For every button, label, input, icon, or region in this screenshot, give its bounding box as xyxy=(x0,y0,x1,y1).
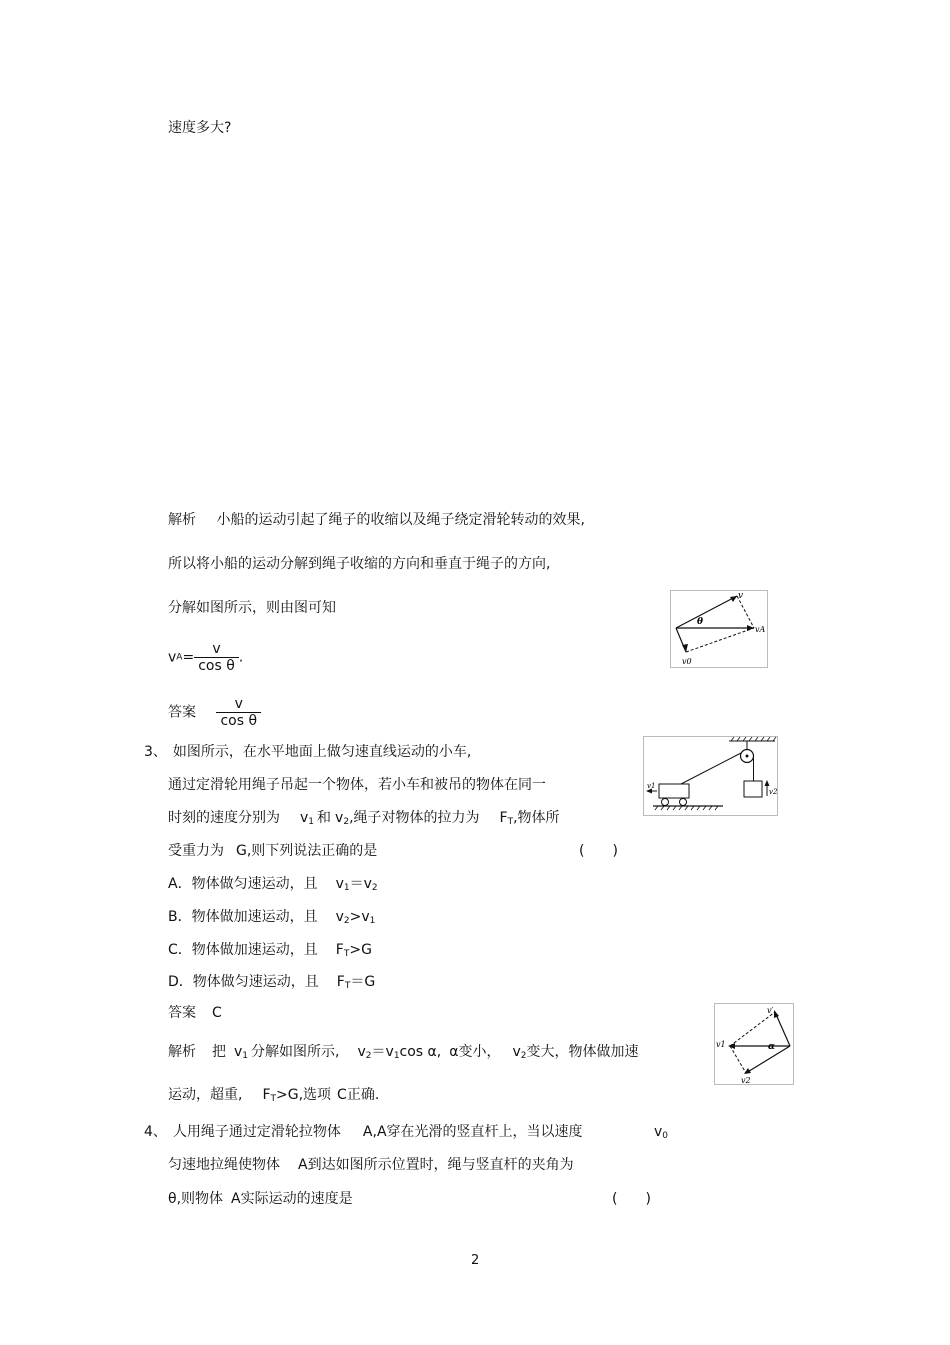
q3-option-b xyxy=(168,907,375,931)
q3-option-c-FT: F xyxy=(335,942,344,958)
q3-analysis-label: 解析 xyxy=(168,1044,196,1060)
q2-analysis-line1 xyxy=(168,510,585,530)
q2-analysis-label: 解析 xyxy=(168,512,196,528)
q3-option-a-v1: v xyxy=(335,876,344,892)
q3-fig-cart xyxy=(659,784,689,798)
q3-option-b-text: B．物体做加速运动，且 xyxy=(168,909,318,925)
q2-answer-den: cos θ xyxy=(220,713,258,729)
q2-fig-label-vA: vA xyxy=(755,625,766,634)
q3-analysis-line2 xyxy=(168,1085,379,1109)
top-text: 速度多大? xyxy=(168,120,232,136)
q3-number: 3、 xyxy=(144,744,167,760)
q2-answer xyxy=(168,696,261,729)
q3-fig-v2-arrowhead xyxy=(765,780,770,786)
q4-line2-b: A到达如图所示位置时，绳与竖直杆的夹角为 xyxy=(298,1157,574,1173)
q3-an-v2b-sub: 2 xyxy=(520,1051,527,1061)
q3-line1 xyxy=(144,742,471,762)
q3-fig-rope-slanted xyxy=(681,753,741,784)
q3-line3-v2-sub: 2 xyxy=(343,817,350,827)
q3-an-a: 把 xyxy=(212,1044,226,1060)
q3-an-v2: v xyxy=(357,1044,366,1060)
q3-fig-wheel-right xyxy=(680,799,687,806)
q4-v0: v xyxy=(654,1124,663,1140)
q2-fig-label-v0: v0 xyxy=(682,657,692,666)
q2-formula-eq: = xyxy=(182,649,195,666)
q3-fig-pulley-axle xyxy=(746,755,749,758)
q3-line3-v1: v xyxy=(300,810,309,826)
q2-answer-fraction xyxy=(216,696,261,729)
q3-line3-FT: F xyxy=(499,810,508,826)
q3-fig2-vp-arrow xyxy=(775,1012,790,1046)
q3-line3-e: ,绳子对物体的拉力为 xyxy=(349,810,480,826)
q2-fig-label-theta: θ xyxy=(697,617,704,627)
q4-bracket: ( ) xyxy=(612,1191,651,1207)
q4-v0-sub: 0 xyxy=(662,1131,669,1141)
q3-analysis-line1 xyxy=(168,1042,639,1066)
q2-velocity-diagram xyxy=(670,590,768,668)
q4-line3-a: θ,则物体 xyxy=(168,1191,224,1207)
q2-fig-dash2 xyxy=(686,628,754,652)
q2-formula xyxy=(168,641,243,674)
q3-fig2-vp-arrowhead xyxy=(774,1010,779,1018)
q3-line4 xyxy=(168,841,377,861)
page-number: 2 xyxy=(471,1253,480,1268)
q4-number: 4、 xyxy=(144,1124,167,1140)
q3-an2-a: 运动，超重, xyxy=(168,1087,243,1103)
q2-formula-end: . xyxy=(238,649,244,666)
q3-line3-v1-sub: 1 xyxy=(308,817,315,827)
q2-formula-lhs: v xyxy=(168,649,177,666)
q3-line2: 通过定滑轮用绳子吊起一个物体，若小车和被吊的物体在同一 xyxy=(168,777,546,793)
q3-option-c-text: C．物体做加速运动，且 xyxy=(168,942,318,958)
q3-option-b-v2-sub: 2 xyxy=(343,916,350,926)
q3-fig2-frame xyxy=(715,1004,794,1085)
q3-line3-v2: v xyxy=(335,810,344,826)
q3-option-c-FT-sub: T xyxy=(343,949,350,959)
q3-option-b-v2: v xyxy=(335,909,344,925)
q3-option-b-rel: >v xyxy=(349,909,370,925)
q4-line1-a: 人用绳子通过定滑轮拉物体 xyxy=(172,1124,341,1140)
q2-formula-num: v xyxy=(194,641,239,658)
q3-line3-and: 和 xyxy=(317,810,332,826)
q3-cart-pulley-diagram xyxy=(643,736,778,816)
q3-option-d-text: D．物体做匀速运动，且 xyxy=(168,974,319,990)
q3-an-c: 分解如图所示, xyxy=(251,1044,340,1060)
q2-formula-den: cos θ xyxy=(198,658,235,674)
q3-fig-wheel-left xyxy=(662,799,669,806)
q3-fig-block xyxy=(744,781,762,797)
q3-an-eq-sub: 1 xyxy=(393,1051,400,1061)
q2-analysis-text1: 小船的运动引起了绳子的收缩以及绳子绕定滑轮转动的效果, xyxy=(216,512,585,528)
q3-fig2-dash2 xyxy=(730,1046,746,1073)
q3-line1-text: 如图所示，在水平地面上做匀速直线运动的小车, xyxy=(172,744,472,760)
q3-option-a-text: A．物体做匀速运动，且 xyxy=(168,876,318,892)
q3-fig2-label-vp: v′ xyxy=(767,1006,774,1015)
q2-formula-fraction xyxy=(194,641,239,674)
q3-decomposition-diagram xyxy=(714,1003,794,1085)
q3-an2-FT-sub: T xyxy=(270,1094,277,1104)
q3-fig-ceiling-hatch xyxy=(731,737,776,741)
q3-option-c xyxy=(168,940,372,964)
q2-fig-frame xyxy=(671,591,768,668)
q2-answer-num: v xyxy=(216,696,261,713)
q3-option-a xyxy=(168,874,378,898)
q4-line3 xyxy=(168,1189,353,1209)
q3-option-b-v1-sub: 1 xyxy=(369,916,376,926)
q3-bracket: ( ) xyxy=(579,843,618,859)
q3-an2-d: C正确. xyxy=(337,1087,380,1103)
q3-answer-label: 答案 xyxy=(168,1005,196,1021)
q3-line4-b: G,则下列说法正确的是 xyxy=(236,843,378,859)
q3-option-d-FT: F xyxy=(336,974,345,990)
q3-line3 xyxy=(168,808,560,832)
q4-line2 xyxy=(168,1155,574,1175)
q3-line3-g: ,物体所 xyxy=(513,810,560,826)
q3-an2-FT: F xyxy=(262,1087,271,1103)
q3-fig2-label-v2: v2 xyxy=(741,1076,751,1085)
q3-option-d xyxy=(168,972,375,996)
q3-line4-a: 受重力为 xyxy=(168,843,224,859)
q3-option-a-v1-sub: 1 xyxy=(343,883,350,893)
q3-answer-value: C xyxy=(212,1005,222,1021)
q3-an-v2b: v xyxy=(512,1044,521,1060)
q2-formula-lhs-sub: A xyxy=(176,652,183,663)
q3-an-v1: v xyxy=(234,1044,243,1060)
q2-fig-label-v: v xyxy=(738,591,744,601)
q3-line3-a: 时刻的速度分别为 xyxy=(168,810,280,826)
q4-line1-v0 xyxy=(654,1122,668,1146)
q4-line1-b: A,A穿在光滑的竖直杆上，当以速度 xyxy=(362,1124,583,1140)
q3-option-a-v2-sub: 2 xyxy=(371,883,378,893)
q3-option-a-rel: ＝v xyxy=(349,876,372,892)
q3-fig2-label-alpha: α xyxy=(768,1042,775,1052)
q3-an-cos: cos α, xyxy=(399,1044,442,1060)
q4-line1 xyxy=(144,1122,583,1142)
q3-fig2-label-v1: v1 xyxy=(716,1040,726,1049)
q2-analysis-line3: 分解如图所示，则由图可知 xyxy=(168,600,336,616)
q4-line3-b: A实际运动的速度是 xyxy=(231,1191,353,1207)
q3-an2-c: >G,选项 xyxy=(276,1087,332,1103)
q3-an-v2-sub: 2 xyxy=(365,1051,372,1061)
q4-line2-a: 匀速地拉绳使物体 xyxy=(168,1157,280,1173)
q3-option-c-rel: >G xyxy=(349,942,372,958)
q3-option-d-rel: ＝G xyxy=(350,974,376,990)
q3-fig-label-v1: v1 xyxy=(647,782,656,790)
q3-an-eq: ＝v xyxy=(371,1044,394,1060)
q2-fig-v-arrow xyxy=(676,596,737,628)
q3-line3-FT-sub: T xyxy=(507,817,514,827)
q3-fig-label-v2: v2 xyxy=(769,788,778,796)
q3-answer xyxy=(168,1003,222,1023)
q3-fig2-dash1 xyxy=(730,1012,775,1046)
q3-option-d-FT-sub: T xyxy=(344,981,351,991)
q2-analysis-line2: 所以将小船的运动分解到绳子收缩的方向和垂直于绳子的方向, xyxy=(168,556,551,572)
q2-answer-label: 答案 xyxy=(168,704,196,721)
q3-an-alpha: α变小， xyxy=(449,1044,501,1060)
q3-an-v1-sub: 1 xyxy=(242,1051,249,1061)
q3-an-i: 变大，物体做加速 xyxy=(526,1044,639,1060)
